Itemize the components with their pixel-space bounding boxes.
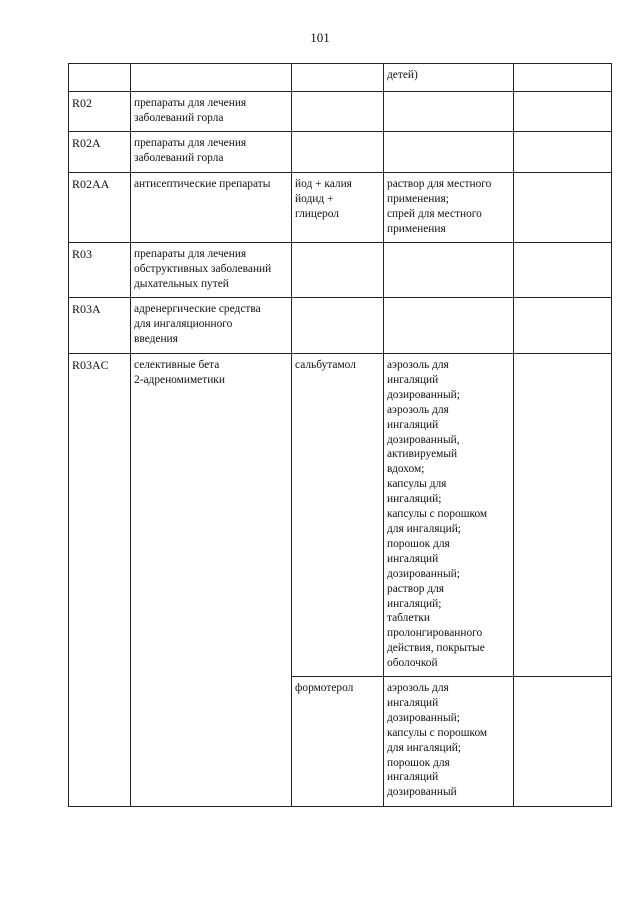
inn-cell: [292, 132, 384, 173]
pharmacological-group-cell: препараты для лечения заболеваний горла: [131, 92, 292, 132]
dosage-form-cell: раствор для местного применения; спрей для местного применения: [384, 173, 514, 243]
dosage-form-cell: аэрозоль для ингаляций дозированный; капсулы с порошком для ингаляций; порошок для ингаляций дозированный: [384, 677, 514, 807]
inn-cell: [292, 298, 384, 354]
atc-code-cell: R03A: [69, 298, 131, 354]
dosage-form-cell: [384, 132, 514, 173]
note-cell: [514, 92, 612, 132]
dosage-form-cell: детей): [384, 64, 514, 92]
pharmacological-group-cell: препараты для лечения заболеваний горла: [131, 132, 292, 173]
pharmacological-group-cell: препараты для лечения обструктивных заболеваний дыхательных путей: [131, 243, 292, 298]
atc-code-cell: R02: [69, 92, 131, 132]
table-row: [69, 92, 612, 132]
atc-code-cell: R03AC: [69, 354, 131, 807]
atc-code-cell: R02AA: [69, 173, 131, 243]
pharmacological-group-cell: селективные бета 2-адреномиметики: [131, 354, 292, 807]
table-row: [69, 243, 612, 298]
table-row: [69, 354, 612, 677]
drug-table: [68, 63, 612, 807]
dosage-form-cell: [384, 298, 514, 354]
note-cell: [514, 243, 612, 298]
table-row: [69, 173, 612, 243]
dosage-form-cell: [384, 243, 514, 298]
inn-cell: сальбутамол: [292, 354, 384, 677]
note-cell: [514, 298, 612, 354]
inn-cell: йод + калия йодид + глицерол: [292, 173, 384, 243]
dosage-form-cell: аэрозоль для ингаляций дозированный; аэрозоль для ингаляций дозированный, активируемый вдохом; капсулы для ингаляций; капсулы с порошком для ингаляций; порошок для ингаляций дозированный; раствор для ингаляций; таблетки пролонгированного действия, покрытые оболочкой: [384, 354, 514, 677]
note-cell: [514, 354, 612, 677]
inn-cell: формотерол: [292, 677, 384, 807]
pharmacological-group-cell: адренергические средства для ингаляционного введения: [131, 298, 292, 354]
atc-code-cell: R03: [69, 243, 131, 298]
pharmacological-group-cell: [131, 64, 292, 92]
note-cell: [514, 64, 612, 92]
page-number: 101: [310, 30, 330, 45]
note-cell: [514, 132, 612, 173]
dosage-form-cell: [384, 92, 514, 132]
note-cell: [514, 173, 612, 243]
table-row: [69, 298, 612, 354]
atc-code-cell: [69, 64, 131, 92]
inn-cell: [292, 64, 384, 92]
atc-code-cell: R02A: [69, 132, 131, 173]
pharmacological-group-cell: антисептические препараты: [131, 173, 292, 243]
note-cell: [514, 677, 612, 807]
inn-cell: [292, 243, 384, 298]
inn-cell: [292, 92, 384, 132]
table-row: [69, 132, 612, 173]
table-row: [69, 64, 612, 92]
